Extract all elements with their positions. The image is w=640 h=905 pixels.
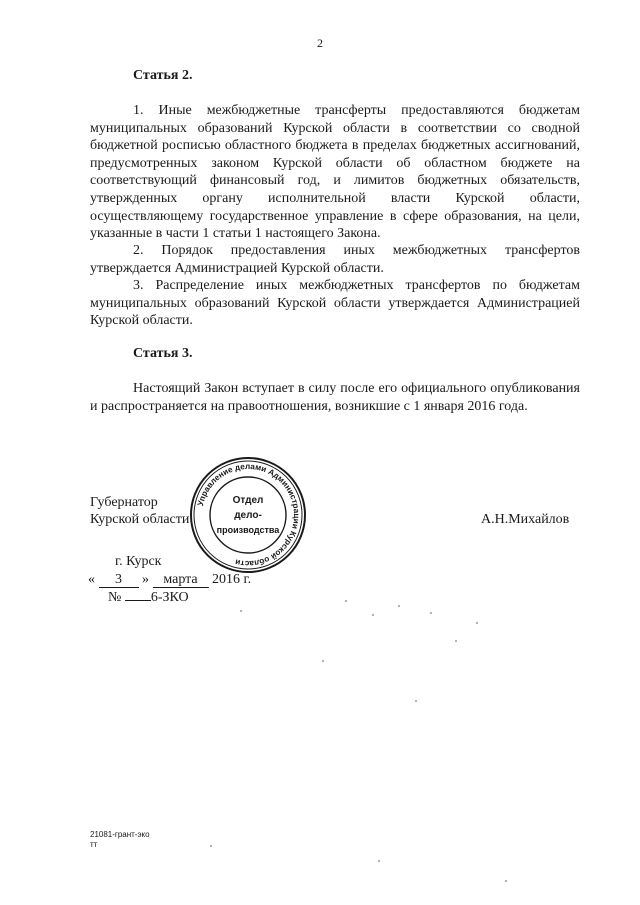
date-year: 2016 г.	[212, 572, 252, 587]
article-2-paragraph-3: 3. Распределение иных межбюджетных трансфертов по бюджетам муниципальных образований Курской области утверждается Администрацией Курской области.	[90, 278, 580, 329]
article-2-paragraph-1: 1. Иные межбюджетные трансферты предоставляются бюджетам муниципальных образований Курской области в соответствии со сводной бюджетной росписью областного бюджета в пределах бюджетных ассигнований, предусмотренных законом Курской области об областном бюджете на соответствующий финансовый год, и лимитов бюджетных обязательств, утвержденных органу исполнительной власти Курской области, осуществляющему государственное управление в сфере образования, на цели, указанные в части 1 статьи 1 настоящего Закона.	[90, 103, 580, 242]
article-3-paragraph: Настоящий Закон вступает в силу после его официального опубликования и распространяется на правоотношения, возникшие с 1 января 2016 года.	[90, 381, 580, 414]
page-number: 2	[317, 36, 323, 50]
official-stamp	[188, 455, 308, 575]
signature-title-line-2: Курской области	[90, 512, 190, 527]
scan-speck	[455, 640, 457, 642]
scan-speck	[476, 622, 478, 624]
signature-title-line-1: Губернатор	[90, 495, 158, 510]
article-2-heading: Статья 2.	[133, 68, 193, 83]
scan-speck	[505, 880, 507, 882]
date-close-quote: »	[142, 572, 149, 587]
article-2-paragraph-2: 2. Порядок предоставления иных межбюджетных трансфертов утверждается Администрацией Курской области.	[90, 243, 580, 276]
scan-speck	[240, 610, 242, 612]
scan-speck	[345, 600, 347, 602]
law-number-line	[108, 590, 189, 606]
place-city: г. Курск	[115, 554, 162, 569]
signatory-name: А.Н.Михайлов	[481, 512, 570, 527]
law-number: 6-ЗКО	[150, 590, 189, 605]
scan-speck	[398, 605, 400, 607]
date-day: 3	[99, 572, 139, 588]
stamp-ring-text: Управление делами Администрации Курской области	[195, 461, 302, 569]
stamp-center-line-1: Отдел	[232, 495, 264, 506]
date-open-quote: «	[88, 572, 95, 587]
number-sign: №	[108, 590, 122, 605]
scan-speck	[210, 845, 212, 847]
number-blank	[125, 600, 151, 601]
stamp-center-line-3: производства	[216, 525, 280, 535]
footer-line-1: 21081-грант-эко	[90, 830, 150, 839]
scan-speck	[372, 614, 374, 616]
stamp-center-line-2: дело-	[234, 510, 262, 521]
article-3-heading: Статья 3.	[133, 346, 193, 361]
scan-speck	[322, 660, 324, 662]
footer-line-2: тт	[90, 840, 98, 849]
scan-speck	[378, 860, 380, 862]
scan-speck	[430, 612, 432, 614]
date-month: марта	[153, 572, 209, 588]
scan-speck	[415, 700, 417, 702]
